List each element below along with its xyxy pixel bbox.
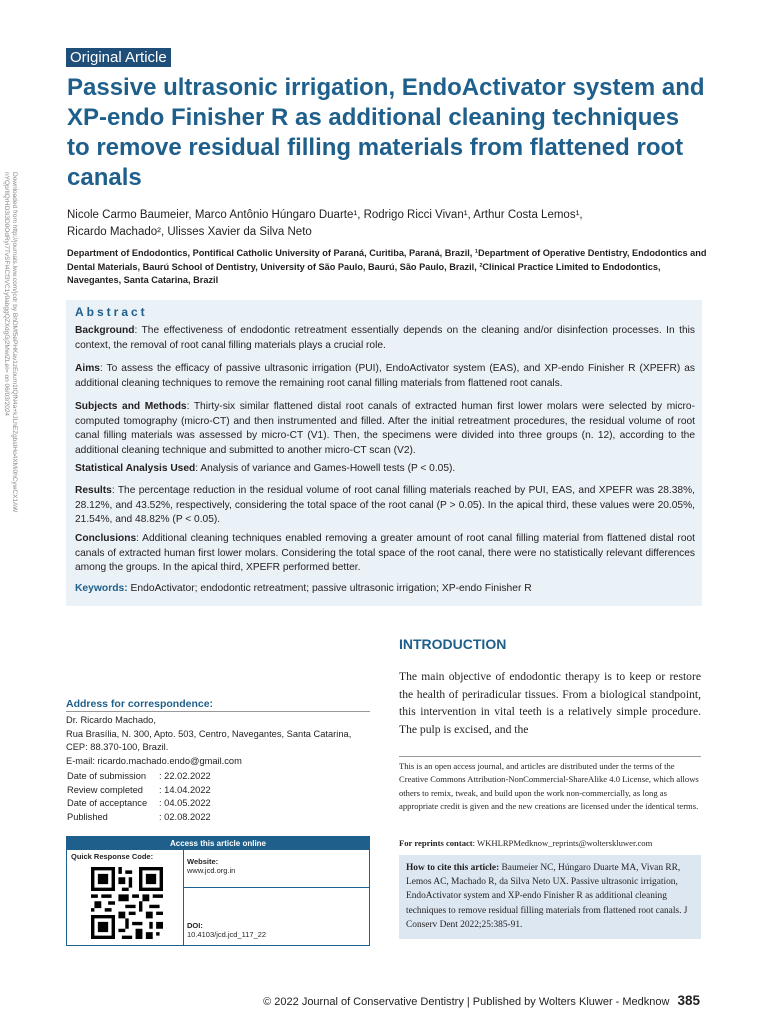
abstract-results (75, 484, 695, 528)
qr-label: Quick Response Code: (71, 852, 154, 861)
methods-text: : Thirty-six similar flattened distal root canals of extracted human first lower molars were selected by micro-computed tomography (micro-CT) and then instrumented and filled. After the initial retreatment procedures, the residual volume of root canal filling materials was assessed by micro-CT (V1). Then, the specimens were divided into three groups (n. 12), according to the additional cleaning technique and submitted to another micro-CT scan (V2). (75, 401, 695, 456)
date-value: : 04.05.2022 (159, 798, 211, 809)
stats-heading: Statistical Analysis Used (75, 463, 196, 474)
authors-line-1: Nicole Carmo Baumeier, Marco Antônio Húngaro Duarte¹, Rodrigo Ricci Vivan¹, Arthur Costa Lemos¹, (67, 209, 583, 221)
access-online-heading: Access this article online (67, 837, 369, 850)
background-heading: Background (75, 325, 135, 336)
date-row (67, 784, 211, 798)
correspondence-address: Rua Brasília, N. 300, Apto. 503, Centro, Navegantes, Santa Catarina, CEP: 88.370-100, Brazil. (66, 728, 352, 752)
article-type-label: Original Article (66, 48, 171, 67)
page-footer (0, 993, 700, 1008)
abstract-methods (75, 400, 695, 458)
background-text: : The effectiveness of endodontic retreatment essentially depends on the cleaning and/or disinfection processes. In this context, the removal of root canal filling materials plays a crucial role. (75, 325, 695, 351)
open-access-divider (399, 756, 701, 757)
website-label: Website: (187, 857, 219, 866)
authors-line-2: Ricardo Machado², Ulisses Xavier da Silva Neto (67, 226, 312, 238)
abstract-background (75, 324, 695, 353)
footer-text: © 2022 Journal of Conservative Dentistry | Published by Wolters Kluwer - Medknow (263, 996, 670, 1008)
reprints-contact (399, 838, 701, 848)
keywords-heading: Keywords: (75, 583, 128, 594)
affiliations: Department of Endodontics, Pontifical Catholic University of Paraná, Curitiba, Paraná, Brazil, ¹Department of Operative Dentistry, Endodontics and Dental Materials, Baurú School of Dentistry, University of São Paulo, Baurú, São Paulo, Brazil, ²Clinical Practice Limited to Endodontics, Navegantes, Santa Catarina, Brazil (67, 248, 707, 285)
citation-text: Baumeier NC, Húngaro Duarte MA, Vivan RR, Lemos AC, Machado R, da Silva Neto UX. Passive ultrasonic irrigation, EndoActivator system and XP-endo Finisher R as additional cleaning techniques to remove residual filling materials from flattened root canals. J Conserv Dent 2022;25:385-91. (406, 863, 688, 930)
reprints-label: For reprints contact (399, 838, 473, 848)
qr-code-icon[interactable] (91, 867, 163, 939)
article-title: Passive ultrasonic irrigation, EndoActivator system and XP-endo Finisher R as additional cleaning techniques to remove residual filling materials from flattened root canals (67, 74, 705, 191)
results-text: : The percentage reduction in the residual volume of root canal filling materials reached by PUI, EAS, and XPEFR was 28.38%, 28.12%, and 43.52%, respectively, considering the total space of the root canal (P > 0.05). In the apical third, these values were 20.05%, 21.54%, and 48.82% (P < 0.05). (75, 485, 695, 526)
date-value: : 02.08.2022 (159, 811, 211, 822)
date-label: Date of acceptance (67, 798, 148, 809)
date-label: Review completed (67, 784, 143, 795)
abstract-stats (75, 462, 695, 477)
dates-table (67, 770, 211, 824)
correspondence-heading: Address for correspondence: (66, 698, 370, 712)
date-row (67, 770, 211, 784)
doi-section (187, 921, 266, 939)
access-online-box (66, 836, 370, 946)
date-label: Date of submission (67, 771, 147, 781)
aims-text: : To assess the efficacy of passive ultrasonic irrigation (PUI), EndoActivator system (EAS), and XP-endo Finisher R (XPEFR) as additional cleaning techniques to remove the remaining root canal filling materials from flattened root canals. (75, 363, 695, 389)
date-row (67, 797, 211, 811)
correspondence-name: Dr. Ricardo Machado, (66, 715, 156, 725)
abstract-heading: Abstract (75, 305, 148, 319)
keywords (75, 583, 695, 594)
methods-heading: Subjects and Methods (75, 401, 187, 412)
date-value: : 22.02.2022 (159, 771, 211, 781)
doi-label: DOI: (187, 921, 203, 930)
page-number: 385 (677, 993, 700, 1008)
conclusions-text: : Additional cleaning techniques enabled removing a greater amount of root canal filling material from flattened distal root canals of extracted human first lower molars. Considering the total space of the root canal, there were no statistically relevant differences among the groups. In the apical third, XPEFR performed better. (75, 533, 695, 574)
citation-label: How to cite this article: (406, 863, 500, 873)
correspondence-email: E-mail: ricardo.machado.endo@gmail.com (66, 755, 242, 766)
reprints-email: : WKHLRPMedknow_reprints@wolterskluwer.com (472, 838, 653, 848)
aims-heading: Aims (75, 363, 100, 374)
download-watermark-text: Downloaded from http://journals.lww.com/jcdr by BhDMf5ePHKav1zEoum1tQfN4a+kJLhEZgbsIHo4XMi0hCywCX1AW nYQp/IlQrHD3i3D0OdRyi7TvSFl4Cf3VC1y0abggQZXdgGj2MwlZLeI= on 06/03/2024 (3, 172, 18, 513)
citation (406, 861, 698, 932)
doi-link[interactable]: 10.4103/jcd.jcd_117_22 (187, 930, 267, 939)
website-section (187, 857, 235, 875)
download-watermark (4, 172, 20, 592)
abstract-conclusions (75, 532, 695, 576)
qr-section (67, 850, 184, 945)
results-heading: Results (75, 485, 112, 496)
access-divider (183, 887, 369, 888)
date-row (67, 811, 211, 825)
keywords-text: EndoActivator; endodontic retreatment; passive ultrasonic irrigation; XP-endo Finisher R (127, 583, 532, 594)
author-list (67, 207, 707, 241)
introduction-heading: INTRODUCTION (399, 636, 507, 652)
date-value: : 14.04.2022 (159, 784, 211, 795)
website-link[interactable]: www.jcd.org.in (187, 866, 236, 875)
stats-text: : Analysis of variance and Games-Howell tests (P < 0.05). (195, 463, 456, 474)
open-access-notice: This is an open access journal, and articles are distributed under the terms of the Creative Commons Attribution-NonCommercial-ShareAlike 4.0 License, which allows others to remix, tweak, and build upon the work non-commercially, as long as appropriate credit is given and the new creations are licensed under the identical terms. (399, 761, 699, 811)
abstract-aims (75, 362, 695, 391)
introduction-text: The main objective of endodontic therapy is to keep or restore the health of periradicular tissues. From a biological standpoint, this intervention in vital teeth is a relatively simple procedure. The pulp is excised, and the (399, 670, 701, 736)
date-label: Published (67, 811, 108, 822)
conclusions-heading: Conclusions (75, 533, 137, 544)
correspondence-block (66, 698, 370, 768)
